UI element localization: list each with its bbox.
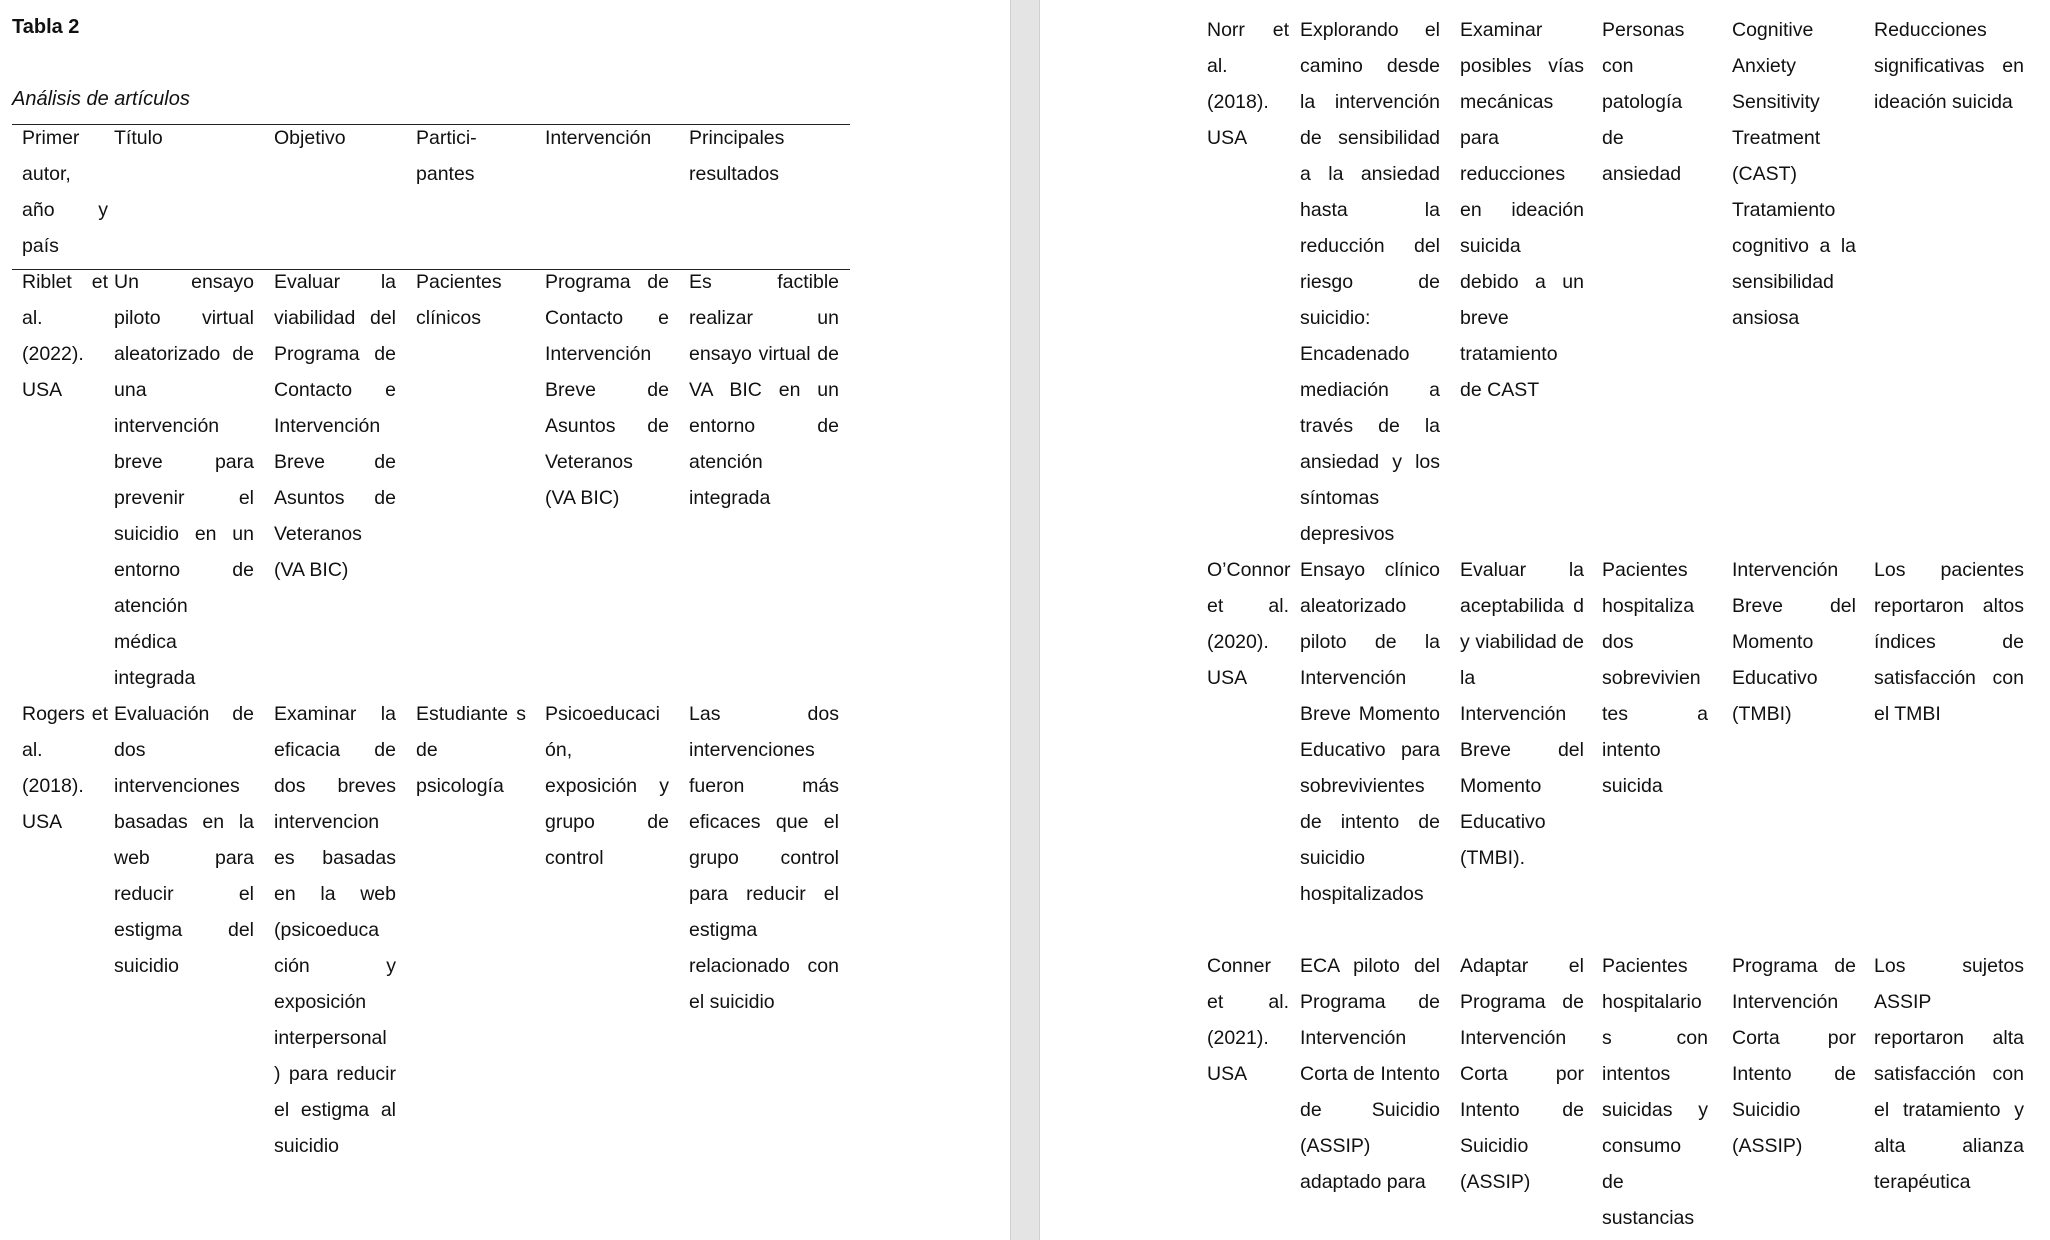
cell-results: Reducciones significativas en ideación suicida xyxy=(1874,19,2024,113)
cell-title: Explorando el camino desde la intervención de sensibilidad a la ansiedad hasta la reducción del riesgo de suicidio: Encadenado mediación a través de la ansiedad y los síntomas depresivos xyxy=(1300,19,1440,545)
cell-objective: Examinar posibles vías mecánicas para reducciones en ideación suicida debido a un breve tratamiento de CAST xyxy=(1460,19,1584,401)
cell-results: Es factible realizar un ensayo virtual de VA BIC en un entorno de atención integrada xyxy=(689,271,839,509)
table-subtitle: Análisis de artículos xyxy=(12,88,190,110)
cell-author: Norr et al. (2018). USA xyxy=(1207,19,1289,149)
cell-author: Conner et al. (2021). USA xyxy=(1207,955,1289,1085)
cell-participants: Estudiante s de psicología xyxy=(416,703,526,797)
cell-intervention: Intervención Breve del Momento Educativo (TMBI) xyxy=(1732,559,1856,725)
cell-title: ECA piloto del Programa de Intervención Corta de Intento de Suicidio (ASSIP) adaptado para xyxy=(1300,955,1440,1193)
cell-intervention: Cognitive Anxiety Sensitivity Treatment (CAST) Tratamiento cognitivo a la sensibilidad ansiosa xyxy=(1732,19,1856,329)
cell-results: Los pacientes reportaron altos índices de satisfacción con el TMBI xyxy=(1874,559,2024,725)
cell-participants: Pacientes hospitalario s con intentos suicidas y consumo de sustancias xyxy=(1602,955,1708,1229)
cell-objective: Adaptar el Programa de Intervención Corta por Intento de Suicidio (ASSIP) xyxy=(1460,955,1584,1193)
cell-intervention: Psicoeducaci ón, exposición y grupo de control xyxy=(545,703,669,869)
header-intervention: Intervención xyxy=(545,127,652,149)
cell-objective: Evaluar la viabilidad del Programa de Contacto e Intervención Breve de Asuntos de Veteranos (VA BIC) xyxy=(274,271,396,581)
cell-title: Evaluación de dos intervenciones basadas en la web para reducir el estigma del suicidio xyxy=(114,703,254,977)
header-objective: Objetivo xyxy=(274,127,346,149)
header-results: Principales resultados xyxy=(689,127,785,185)
cell-results: Las dos intervenciones fueron más eficaces que el grupo control para reducir el estigma relacionado con el suicidio xyxy=(689,703,839,1013)
header-title: Título xyxy=(114,127,163,149)
cell-intervention: Programa de Intervención Corta por Intento de Suicidio (ASSIP) xyxy=(1732,955,1856,1157)
cell-author: Rogers et al. (2018). USA xyxy=(22,703,108,833)
cell-objective: Evaluar la aceptabilida d y viabilidad de la Intervención Breve del Momento Educativo (TMBI). xyxy=(1460,559,1584,869)
cell-intervention: Programa de Contacto e Intervención Breve de Asuntos de Veteranos (VA BIC) xyxy=(545,271,669,509)
cell-participants: Personas con patología de ansiedad xyxy=(1602,19,1685,185)
page-gutter xyxy=(1010,0,1040,1240)
cell-participants: Pacientes hospitaliza dos sobrevivien tes a intento suicida xyxy=(1602,559,1708,797)
cell-title: Ensayo clínico aleatorizado piloto de la Intervención Breve Momento Educativo para sobrevivientes de intento de suicidio hospitalizados xyxy=(1300,559,1440,905)
cell-objective: Examinar la eficacia de dos breves intervencion es basadas en la web (psicoeduca ción y exposición interpersonal ) para reducir el estigma al suicidio xyxy=(274,703,396,1157)
cell-results: Los sujetos ASSIP reportaron alta satisfacción con el tratamiento y alta alianza terapéutica xyxy=(1874,955,2024,1193)
document-page-right xyxy=(1040,0,2050,1240)
cell-author: O’Connor et al. (2020). USA xyxy=(1207,559,1291,689)
cell-title: Un ensayo piloto virtual aleatorizado de una intervención breve para prevenir el suicidio en un entorno de atención médica integrada xyxy=(114,271,254,689)
table-title: Tabla 2 xyxy=(12,16,80,38)
cell-author: Riblet et al. (2022). USA xyxy=(22,271,108,401)
document-page-left xyxy=(0,0,1010,1240)
header-participants: Partici- pantes xyxy=(416,127,477,185)
header-author: Primer autor, año y país xyxy=(22,127,108,257)
cell-participants: Pacientes clínicos xyxy=(416,271,502,329)
